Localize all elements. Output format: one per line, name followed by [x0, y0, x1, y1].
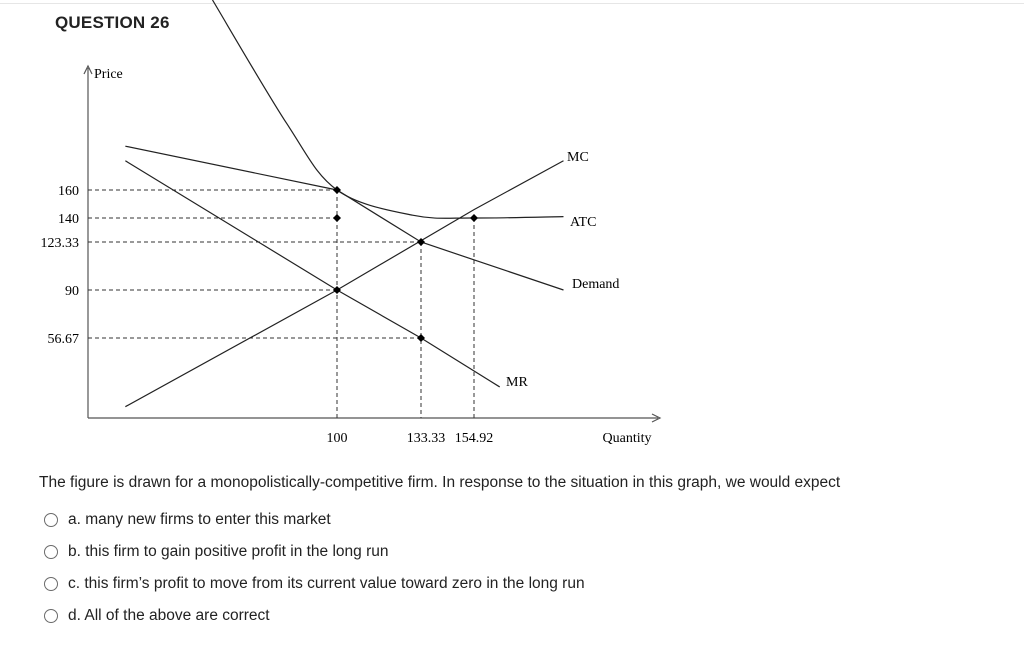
curve-label-demand: Demand [572, 277, 620, 292]
curve-mr [125, 161, 499, 387]
y-axis-label: Price [94, 67, 123, 82]
x-tick-label: 133.33 [406, 431, 446, 446]
option-b-radio[interactable] [44, 545, 58, 559]
x-tick-label: 154.92 [454, 431, 494, 446]
y-tick-label: 160 [58, 184, 79, 199]
question-prompt: The figure is drawn for a monopolistically-competitive firm. In response to the situation in this graph, we would expect [39, 474, 841, 491]
y-tick-label: 90 [65, 284, 79, 299]
curve-label-atc: ATC [570, 215, 597, 230]
option-d-radio[interactable] [44, 609, 58, 623]
option-a-radio[interactable] [44, 513, 58, 527]
x-axis-label: Quantity [602, 431, 652, 446]
curve-label-mr: MR [506, 375, 528, 390]
option-c[interactable] [44, 568, 585, 600]
marker-point-1 [333, 214, 341, 222]
option-d[interactable] [44, 600, 585, 632]
curve-label-mc: MC [567, 150, 589, 165]
curve-atc [213, 0, 564, 218]
marker-point-5 [470, 214, 478, 222]
x-tick-label: 100 [326, 431, 348, 446]
option-d-label: d. All of the above are correct [68, 607, 270, 624]
y-tick-label: 123.33 [40, 236, 79, 251]
option-c-label: c. this firm’s profit to move from its current value toward zero in the long run [68, 575, 585, 592]
marker-point-2 [333, 286, 341, 294]
marker-point-4 [417, 334, 425, 342]
y-tick-label: 140 [58, 212, 79, 227]
y-tick-label: 56.67 [47, 332, 79, 347]
option-c-radio[interactable] [44, 577, 58, 591]
option-a[interactable] [44, 504, 585, 536]
option-b[interactable] [44, 536, 585, 568]
curve-mc [125, 161, 563, 407]
question-title: QUESTION 26 [55, 13, 170, 32]
answer-options [44, 504, 585, 632]
option-a-label: a. many new firms to enter this market [68, 511, 331, 528]
option-b-label: b. this firm to gain positive profit in the long run [68, 543, 389, 560]
